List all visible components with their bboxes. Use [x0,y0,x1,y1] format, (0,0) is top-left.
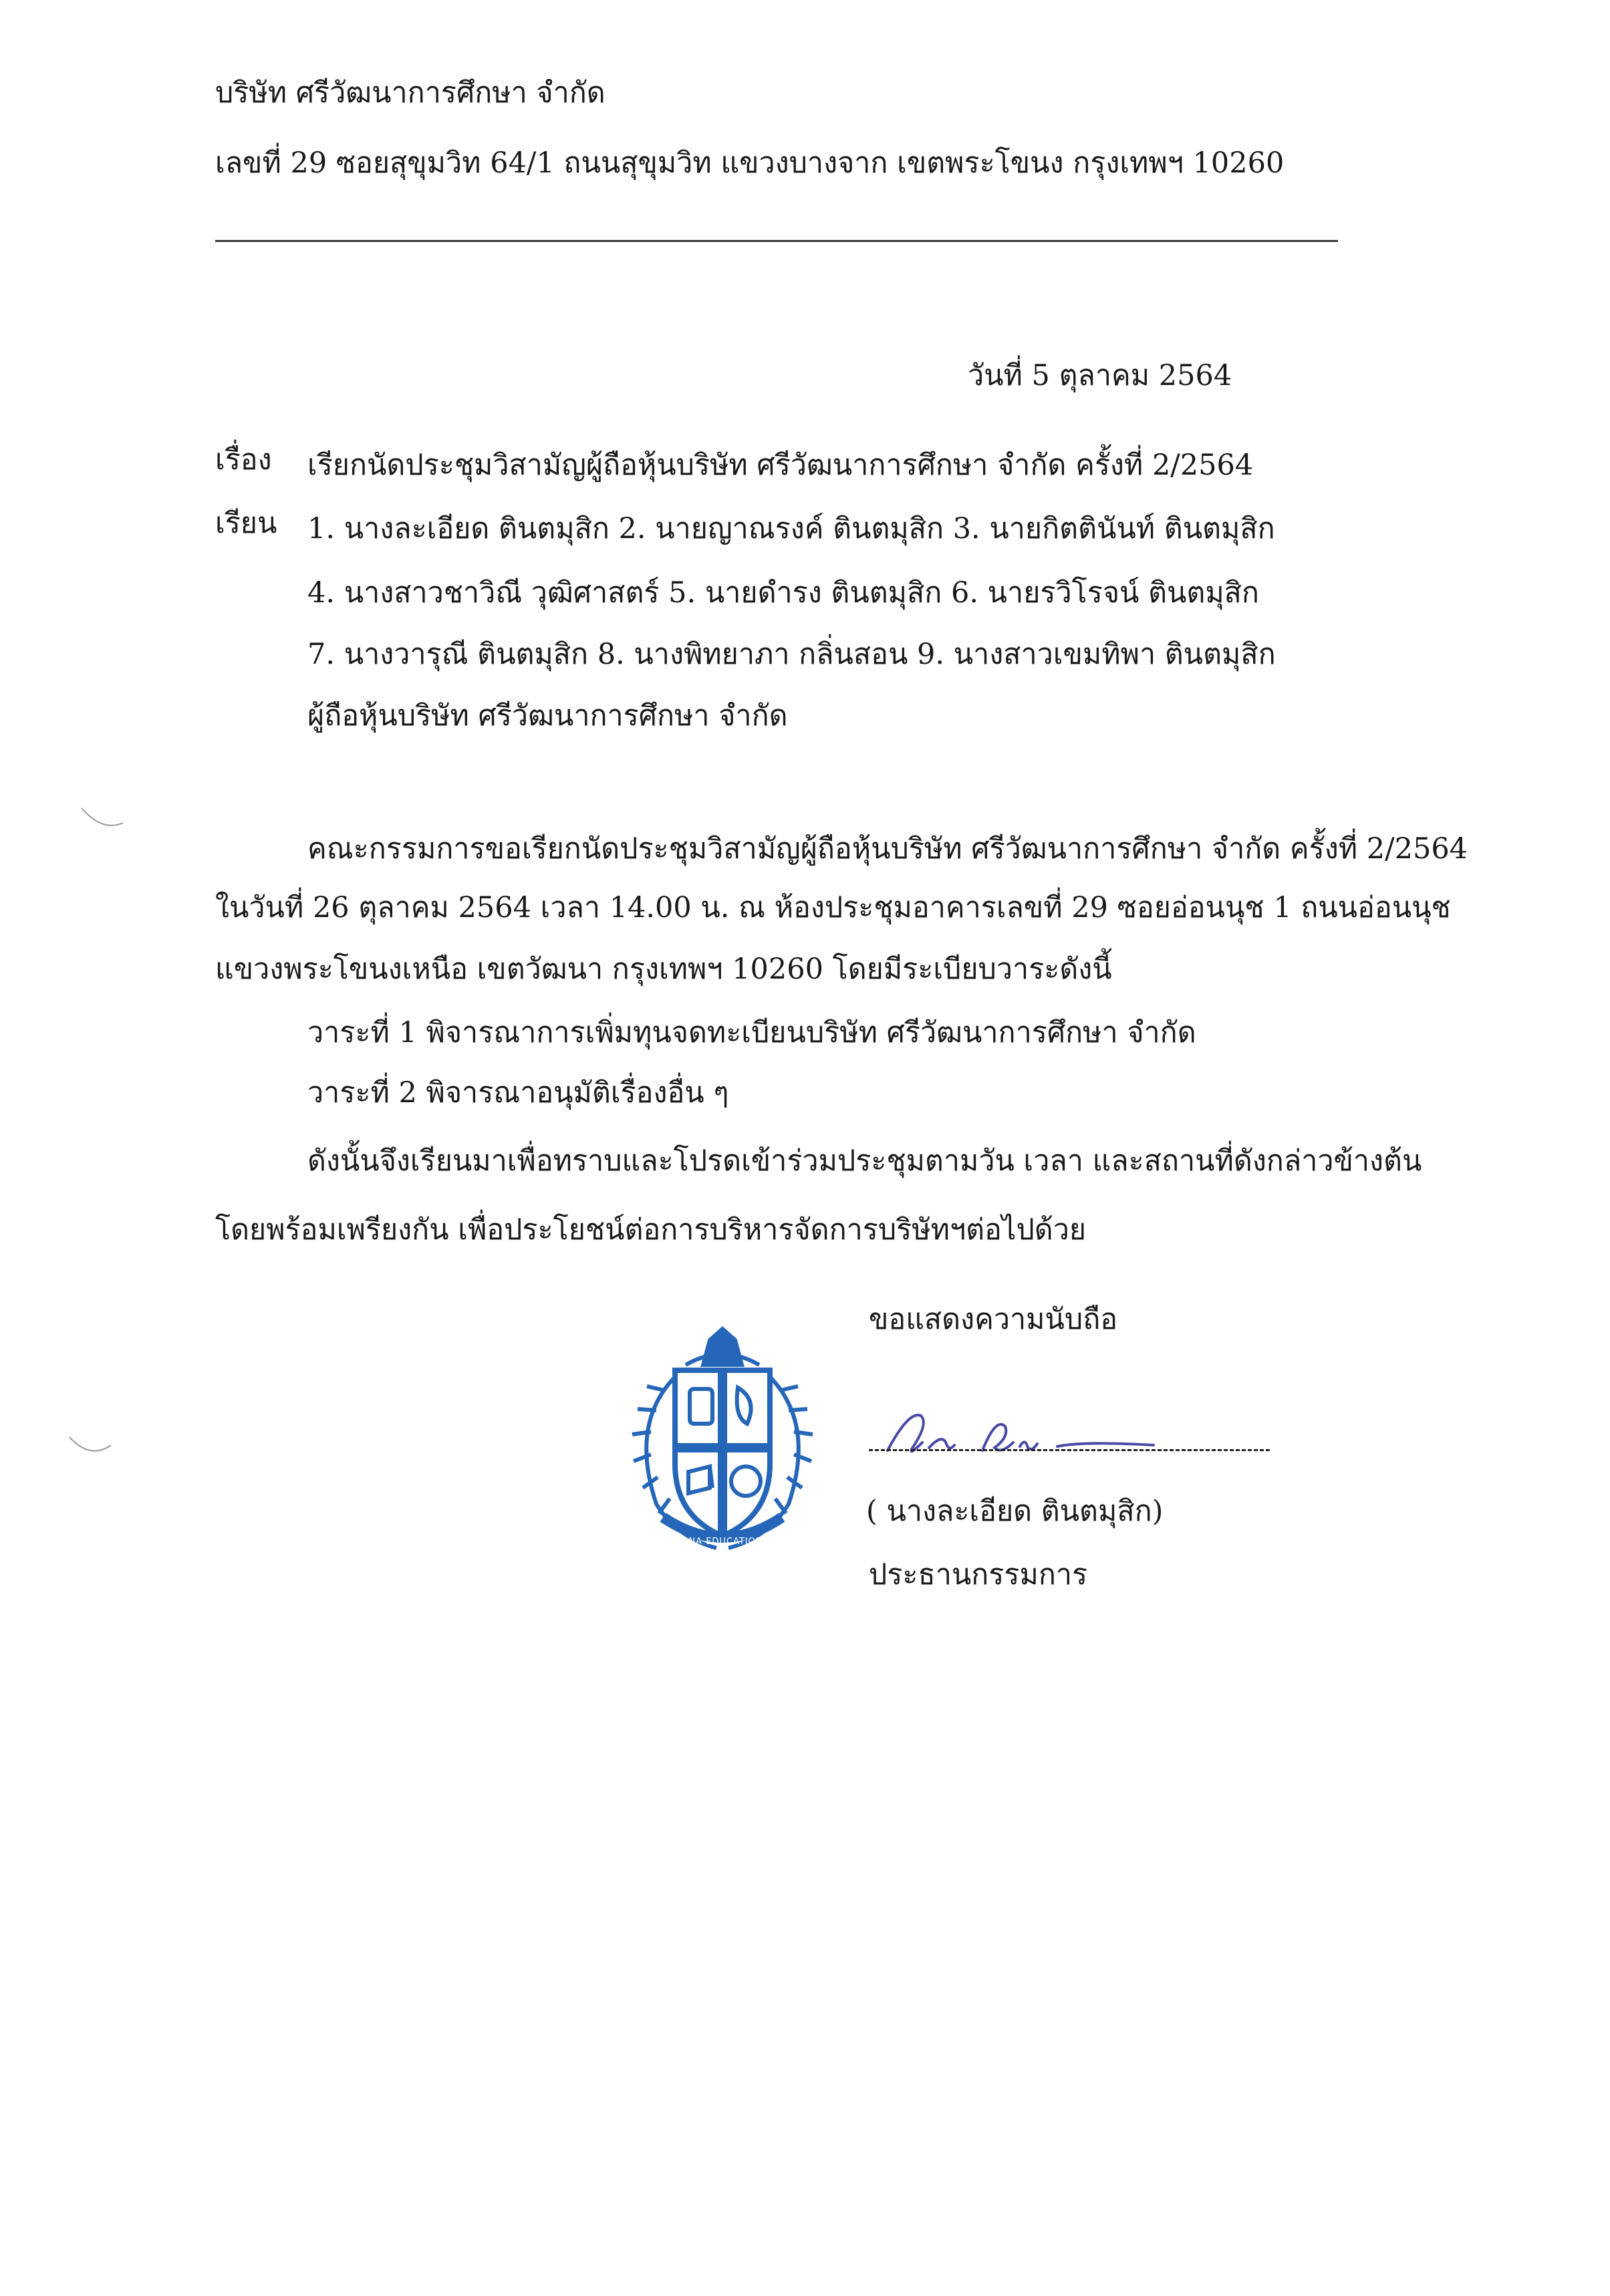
body-line: แขวงพระโขนงเหนือ เขตวัฒนา กรุงเทพฯ 10260 โดยมีระเบียบวาระดังนี้ [215,952,1112,986]
signatory-position: ประธานกรรมการ [869,1558,1088,1591]
company-address: เลขที่ 29 ซอยสุขุมวิท 64/1 ถนนสุขุมวิท แขวงบางจาก เขตพระโขนง กรุงเทพฯ 10260 [215,146,1285,180]
subject-label: เรื่อง [215,443,272,477]
letter-date: วันที่ 5 ตุลาคม 2564 [968,359,1232,392]
body-line: โดยพร้อมเพรียงกัน เพื่อประโยชน์ต่อการบริหารจัดการบริษัทฯต่อไปด้วย [215,1213,1087,1247]
signatory-name: ( นางละเอียด ตินตมุสิก) [866,1495,1164,1528]
recipients-label: เรียน [215,507,277,540]
punch-hole-mark [67,1430,114,1457]
handwritten-signature [882,1404,1156,1464]
recipient-line: 1. นางละเอียด ตินตมุสิก 2. นายญาณรงค์ ตินตมุสิก 3. นายกิตตินันท์ ตินตมุสิก [307,512,1275,545]
company-seal [616,1323,829,1557]
subject-text: เรียกนัดประชุมวิสามัญผู้ถือหุ้นบริษัท ศรีวัฒนาการศึกษา จำกัด ครั้งที่ 2/2564 [307,449,1254,482]
punch-hole-mark [79,805,126,832]
agenda-item: วาระที่ 2 พิจารณาอนุมัติเรื่องอื่น ๆ [307,1076,729,1110]
recipient-line: 4. นางสาวชาวิณี วุฒิศาสตร์ 5. นายดำรง ตินตมุสิก 6. นายรวิโรจน์ ตินตมุสิก [307,576,1259,610]
body-line: คณะกรรมการขอเรียกนัดประชุมวิสามัญผู้ถือหุ้นบริษัท ศรีวัฒนาการศึกษา จำกัด ครั้งที่ 2/2564 [307,832,1468,866]
body-line: ในวันที่ 26 ตุลาคม 2564 เวลา 14.00 น. ณ ห้องประชุมอาคารเลขที่ 29 ซอยอ่อนนุช 1 ถนนอ่อนนุช [215,891,1451,924]
salutation: ขอแสดงความนับถือ [869,1303,1118,1336]
recipient-line: 7. นางวารุณี ตินตมุสิก 8. นางพิทยาภา กลิ่นสอน 9. นางสาวเขมทิพา ตินตมุสิก [307,638,1276,671]
body-line: ดังนั้นจึงเรียนมาเพื่อทราบและโปรดเข้าร่วมประชุมตามวัน เวลา และสถานที่ดังกล่าวข้างต้น [307,1144,1422,1178]
svg-text:SRI WATTANA EDUCATION CO.,LTD.: SRI WATTANA EDUCATION CO.,LTD. [636,1537,809,1547]
recipient-line: ผู้ถือหุ้นบริษัท ศรีวัฒนาการศึกษา จำกัด [307,699,788,733]
header-divider [215,240,1338,242]
company-name: บริษัท ศรีวัฒนาการศึกษา จำกัด [215,76,606,110]
agenda-item: วาระที่ 1 พิจารณาการเพิ่มทุนจดทะเบียนบริษัท ศรีวัฒนาการศึกษา จำกัด [307,1016,1196,1049]
signature-line [869,1449,1270,1451]
